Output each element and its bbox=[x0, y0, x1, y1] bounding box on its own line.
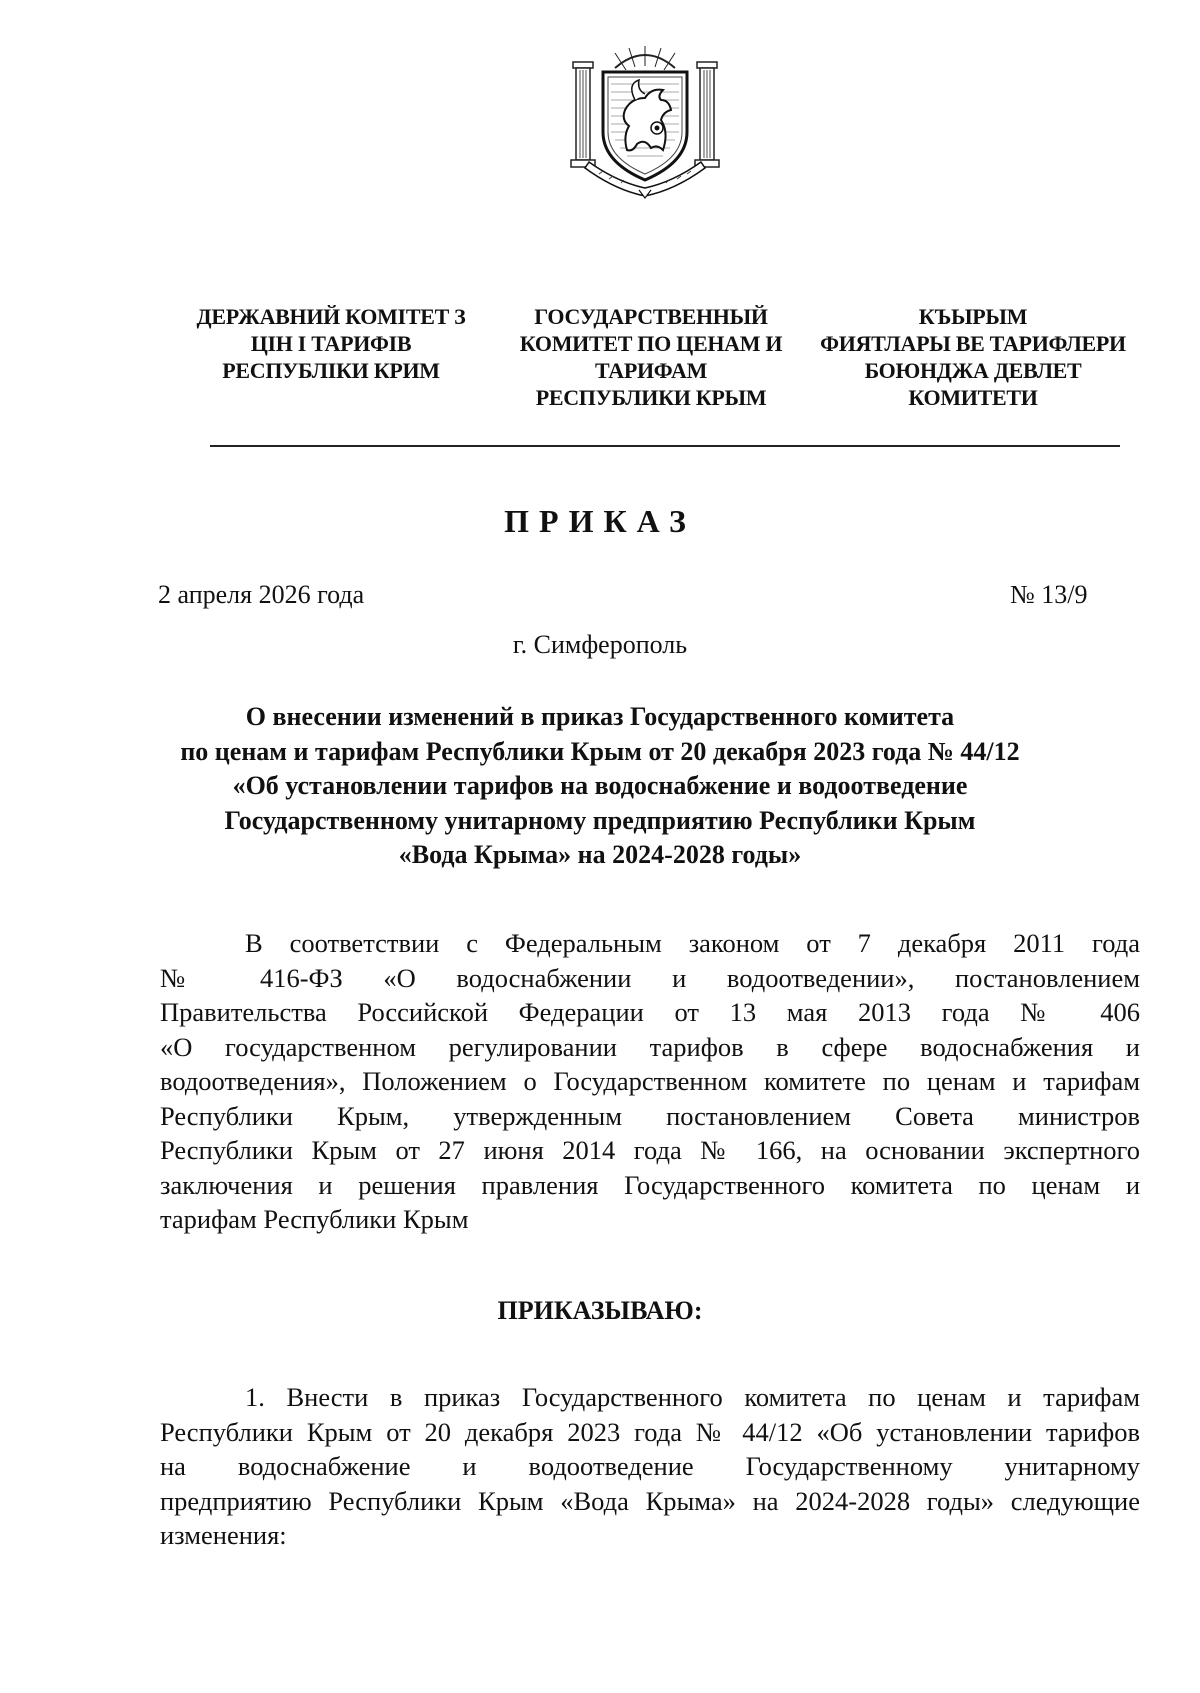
header-line: ГОСУДАРСТВЕННЫЙ bbox=[534, 304, 768, 329]
paragraph-line: Республики Крым от 20 декабря 2023 года № 44/12 «Об установлении тарифов bbox=[160, 1416, 1140, 1447]
subject-line: «Вода Крыма» на 2024-2028 годы» bbox=[398, 840, 802, 869]
header-line: КОМИТЕТИ bbox=[908, 385, 1038, 410]
subject-line: «Об установлении тарифов на водоснабжение и водоотведение bbox=[232, 771, 968, 800]
document-title: ПРИКАЗ bbox=[504, 503, 696, 539]
header-crimean-tatar bbox=[808, 303, 1138, 411]
header-line: РЕСПУБЛІКИ КРИМ bbox=[222, 358, 440, 383]
subject-line: по ценам и тарифам Республики Крым от 20 декабря 2023 года № 44/12 bbox=[180, 736, 1020, 766]
paragraph-line: Республики Крым, утвержденным постановлением Совета министров bbox=[160, 1100, 1140, 1131]
subject-line: Государственному унитарному предприятию Республики Крым bbox=[224, 805, 976, 835]
header-line: ТАРИФАМ bbox=[594, 358, 708, 383]
header-line: РЕСПУБЛИКИ КРЫМ bbox=[535, 385, 767, 410]
header-divider bbox=[210, 445, 1120, 447]
paragraph-line: № 416-ФЗ «О водоснабжении и водоотведении», постановлением bbox=[160, 962, 1140, 993]
paragraph-line: водоотведения», Положением о Государственном комитете по ценам и тарифам bbox=[160, 1066, 1140, 1096]
paragraph-line: тарифам Республики Крым bbox=[160, 1204, 469, 1234]
subject-line: О внесении изменений в приказ Государственного комитета bbox=[245, 702, 955, 731]
paragraph-line: «О государственном регулировании тарифов в сфере водоснабжения и bbox=[160, 1031, 1140, 1062]
item-1-paragraph bbox=[160, 1380, 1140, 1553]
paragraph-line: Правительства Российской Федерации от 13 мая 2013 года № 406 bbox=[160, 997, 1140, 1027]
header-line: ДЕРЖАВНИЙ КОМІТЕТ З bbox=[196, 304, 466, 329]
document-number: № 13/9 bbox=[1010, 580, 1088, 609]
header-line: КОМИТЕТ ПО ЦЕНАМ И bbox=[519, 331, 783, 356]
document-city: г. Симферополь bbox=[512, 630, 688, 659]
paragraph-line: 1. Внести в приказ Государственного комитета по ценам и тарифам bbox=[245, 1382, 1140, 1412]
header-line: БОЮНДЖА ДЕВЛЕТ bbox=[864, 358, 1082, 383]
paragraph-line: В соответствии с Федеральным законом от 7 декабря 2011 года bbox=[245, 928, 1140, 958]
paragraph-line: Республики Крым от 27 июня 2014 года № 166, на основании экспертного bbox=[160, 1135, 1140, 1165]
header-ukrainian bbox=[166, 303, 496, 384]
header-line: ФИЯТЛАРЫ ВЕ ТАРИФЛЕРИ bbox=[820, 331, 1126, 356]
paragraph-line: заключения и решения правления Государственного комитета по ценам и bbox=[160, 1169, 1140, 1200]
crimea-coat-of-arms-icon bbox=[565, 40, 725, 200]
paragraph-line: изменения: bbox=[160, 1520, 287, 1550]
paragraph-line: предприятию Республики Крым «Вода Крыма» на 2024-2028 годы» следующие bbox=[160, 1485, 1140, 1516]
preamble-paragraph bbox=[160, 926, 1140, 1237]
document-date: 2 апреля 2026 года bbox=[158, 580, 365, 609]
header-line: ЦІН І ТАРИФІВ bbox=[250, 331, 412, 356]
header-line: КЪЫРЫМ bbox=[918, 304, 1028, 329]
paragraph-line: на водоснабжение и водоотведение Государственному унитарному bbox=[160, 1451, 1140, 1481]
document-subject bbox=[150, 700, 1050, 873]
order-word: ПРИКАЗЫВАЮ: bbox=[497, 1296, 703, 1325]
header-russian bbox=[486, 303, 816, 411]
